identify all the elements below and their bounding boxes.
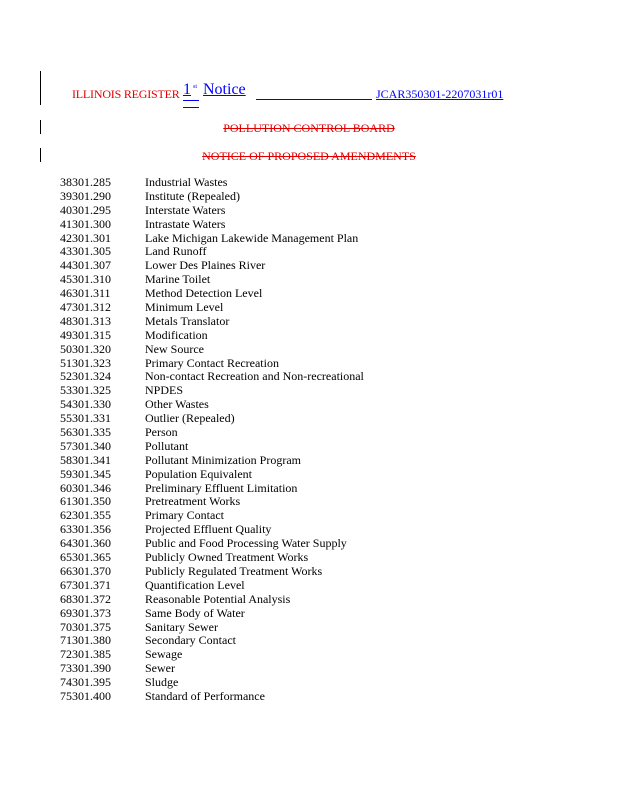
- section-term: Land Runoff: [145, 244, 207, 259]
- section-term: Quantification Level: [145, 577, 245, 592]
- section-term: Pollutant: [145, 438, 189, 453]
- page-number: 1: [183, 81, 191, 98]
- section-number: 53301.325: [60, 383, 111, 398]
- section-term: Primary Contact Recreation: [145, 355, 279, 370]
- section-term: Primary Contact: [145, 508, 224, 523]
- section-term: Other Wastes: [145, 397, 209, 412]
- section-number: 71301.380: [60, 633, 111, 648]
- section-term: Sanitary Sewer: [145, 619, 218, 634]
- section-number: 43301.305: [60, 244, 111, 259]
- section-number: 41301.300: [60, 216, 111, 231]
- document-header: [72, 80, 532, 110]
- section-number: 72301.385: [60, 647, 111, 662]
- section-number: 65301.365: [60, 550, 111, 565]
- section-number: 74301.395: [60, 675, 111, 690]
- section-term: Lower Des Plaines River: [145, 258, 266, 273]
- section-number: 48301.313: [60, 313, 111, 328]
- section-term: Secondary Contact: [145, 633, 236, 648]
- section-number: 60301.346: [60, 480, 111, 495]
- section-term: New Source: [145, 341, 204, 356]
- section-term: Sewer: [145, 661, 175, 676]
- section-number: 54301.330: [60, 397, 111, 412]
- section-term: Modification: [145, 327, 208, 342]
- section-number: 68301.372: [60, 591, 111, 606]
- section-number: 58301.341: [60, 452, 111, 467]
- section-number: 64301.360: [60, 536, 111, 551]
- section-number: 49301.315: [60, 327, 111, 342]
- section-term: Industrial Wastes: [145, 175, 228, 189]
- section-term: Preliminary Effluent Limitation: [145, 480, 298, 495]
- section-term: Non-contact Recreation and Non-recreational: [145, 369, 364, 384]
- section-term: Public and Food Processing Water Supply: [145, 536, 347, 551]
- section-number: 47301.312: [60, 300, 111, 315]
- section-number: 51301.323: [60, 355, 111, 370]
- section-term: Reasonable Potential Analysis: [145, 591, 291, 606]
- section-term: Interstate Waters: [145, 202, 226, 217]
- section-term: Lake Michigan Lakewide Management Plan: [145, 230, 359, 245]
- section-term: Publicly Owned Treatment Works: [145, 550, 309, 565]
- section-number: 45301.310: [60, 272, 111, 287]
- change-bar: [40, 71, 41, 105]
- section-number: 42301.301: [60, 230, 111, 245]
- section-number: 55301.331: [60, 411, 111, 426]
- agency-title: POLLUTION CONTROL BOARD: [223, 121, 395, 135]
- section-number: 59301.345: [60, 466, 111, 481]
- section-number: 44301.307: [60, 258, 111, 273]
- section-number: 56301.335: [60, 425, 111, 440]
- section-number: 61301.350: [60, 494, 111, 509]
- notice-label: Notice: [203, 81, 246, 98]
- section-number: 40301.295: [60, 202, 111, 217]
- section-number: 67301.371: [60, 577, 111, 592]
- section-term: Projected Effluent Quality: [145, 522, 272, 537]
- section-number: 46301.311: [60, 286, 111, 301]
- page-number-suffix: st: [193, 84, 198, 90]
- section-number: 69301.373: [60, 605, 111, 620]
- section-term: Same Body of Water: [145, 605, 245, 620]
- section-term: Sewage: [145, 647, 183, 662]
- section-term: Publicly Regulated Treatment Works: [145, 563, 323, 578]
- section-term: NPDES: [145, 383, 184, 398]
- section-term: Marine Toilet: [145, 272, 211, 287]
- section-number: 57301.340: [60, 438, 111, 453]
- section-term: Population Equivalent: [145, 466, 252, 481]
- section-number: 50301.320: [60, 341, 111, 356]
- section-number: 52301.324: [60, 369, 111, 384]
- header-rule: [256, 99, 372, 100]
- insertion-mark: [183, 100, 199, 108]
- section-term: Method Detection Level: [145, 286, 263, 301]
- notice-title: NOTICE OF PROPOSED AMENDMENTS: [202, 149, 416, 163]
- section-number: 39301.290: [60, 188, 111, 203]
- section-number: 70301.375: [60, 619, 111, 634]
- section-term: Standard of Performance: [145, 688, 265, 703]
- section-term: Metals Translator: [145, 313, 230, 328]
- section-number: 73301.390: [60, 661, 111, 676]
- section-term: Minimum Level: [145, 300, 224, 315]
- section-term: Institute (Repealed): [145, 188, 240, 203]
- section-number: 38301.285: [60, 175, 111, 189]
- register-name: ILLINOIS REGISTER: [72, 87, 180, 101]
- section-term: Outlier (Repealed): [145, 411, 235, 426]
- section-number: 62301.355: [60, 508, 111, 523]
- section-term: Person: [145, 425, 178, 440]
- section-term: Pollutant Minimization Program: [145, 452, 301, 467]
- section-term: Pretreatment Works: [145, 494, 241, 509]
- section-term: Sludge: [145, 675, 179, 690]
- jcar-code: JCAR350301-2207031r01: [376, 87, 504, 101]
- section-number: 66301.370: [60, 563, 111, 578]
- section-number: 75301.400: [60, 688, 111, 703]
- section-term: Intrastate Waters: [145, 216, 226, 231]
- section-number: 63301.356: [60, 522, 111, 537]
